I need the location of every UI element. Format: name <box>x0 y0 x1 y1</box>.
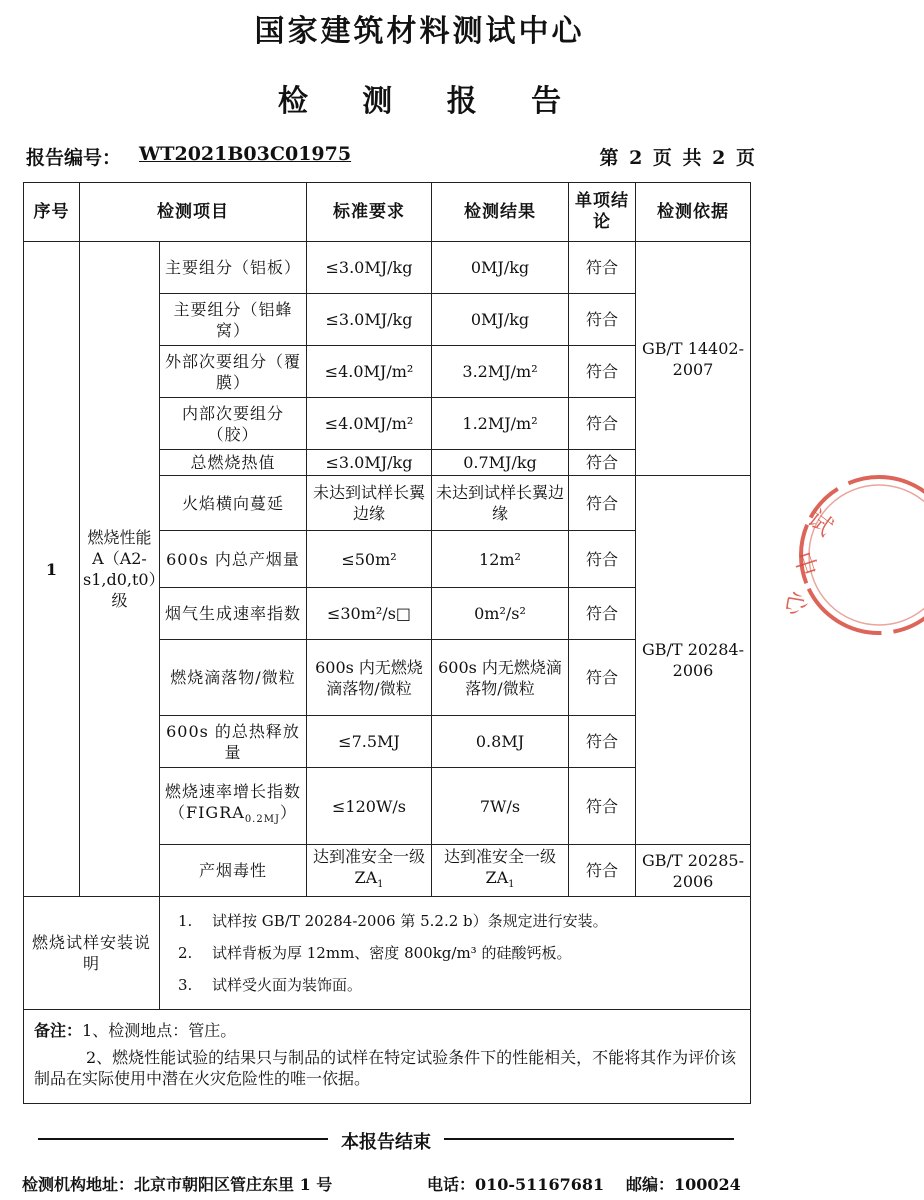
result-cell: 12m² <box>432 531 569 588</box>
result-cell: 7W/s <box>432 768 569 845</box>
result-cell: 3.2MJ/m² <box>432 346 569 398</box>
header-result: 检测结果 <box>432 183 569 242</box>
page-info: 第 2 页 共 2 页 <box>599 147 757 169</box>
item-text: 燃烧速率增长指数 <box>164 782 301 802</box>
official-seal-stamp <box>779 460 924 650</box>
item-cell: 火焰横向蔓延 <box>160 476 307 531</box>
item-cell: 外部次要组分（覆膜） <box>160 346 307 398</box>
item-cell: 600s 的总热释放量 <box>160 716 307 768</box>
result-cell: 0m²/s² <box>432 588 569 640</box>
item-close: ） <box>279 803 297 823</box>
requirement-cell <box>307 845 432 897</box>
footer-postcode: 邮编：100024 <box>626 1175 741 1194</box>
result-text: 达到准安全一级 ZA <box>443 846 556 887</box>
note-cell <box>24 1010 751 1104</box>
conclusion-cell: 符合 <box>569 398 636 450</box>
requirement-cell: ≤30m²/s□ <box>307 588 432 640</box>
method-label: 燃烧试样安装说明 <box>24 897 160 1010</box>
end-of-report-line <box>38 1128 734 1152</box>
requirement-cell: 未达到试样长翼边缘 <box>307 476 432 531</box>
item-sub: （FIGRA <box>169 803 245 823</box>
item-subscript: 0.2MJ <box>244 814 280 826</box>
requirement-text: 达到准安全一级 ZA <box>312 846 425 887</box>
report-number-label: 报告编号： <box>26 147 122 169</box>
conclusion-cell: 符合 <box>569 716 636 768</box>
result-cell: 600s 内无燃烧滴落物/微粒 <box>432 640 569 716</box>
header-item: 检测项目 <box>80 183 307 242</box>
category-cell: 燃烧性能A（A2-s1,d0,t0）级 <box>80 242 160 897</box>
method-number: 1. <box>178 912 193 930</box>
header-basis: 检测依据 <box>636 183 751 242</box>
requirement-cell: ≤3.0MJ/kg <box>307 242 432 294</box>
result-cell: 0MJ/kg <box>432 242 569 294</box>
report-title: 检 测 报 告 <box>277 84 584 119</box>
method-item <box>178 969 736 1001</box>
conclusion-cell: 符合 <box>569 588 636 640</box>
note-text-1: 1、检测地点：管庄。 <box>82 1021 237 1040</box>
footer-address: 检测机构地址：北京市朝阳区管庄东里 1 号 <box>22 1175 333 1194</box>
conclusion-cell: 符合 <box>569 768 636 845</box>
conclusion-cell: 符合 <box>569 531 636 588</box>
basis-cell: GB/T 20284-2006 <box>636 476 751 845</box>
conclusion-cell: 符合 <box>569 294 636 346</box>
method-number: 2. <box>178 944 193 962</box>
method-list <box>160 897 751 1010</box>
requirement-cell: ≤50m² <box>307 531 432 588</box>
basis-cell: GB/T 20285-2006 <box>636 845 751 897</box>
conclusion-cell: 符合 <box>569 346 636 398</box>
requirement-cell: ≤120W/s <box>307 768 432 845</box>
conclusion-cell: 符合 <box>569 845 636 897</box>
item-cell <box>160 768 307 845</box>
conclusion-cell: 符合 <box>569 242 636 294</box>
svg-text:试: 试 <box>802 504 839 542</box>
conclusion-cell: 符合 <box>569 640 636 716</box>
result-cell: 1.2MJ/m² <box>432 398 569 450</box>
result-cell: 未达到试样长翼边缘 <box>432 476 569 531</box>
result-cell: 0.7MJ/kg <box>432 450 569 476</box>
requirement-subscript: 1 <box>377 879 384 891</box>
note-label: 备注： <box>34 1021 83 1040</box>
item-cell: 总燃烧热值 <box>160 450 307 476</box>
result-cell: 0MJ/kg <box>432 294 569 346</box>
conclusion-cell: 符合 <box>569 476 636 531</box>
requirement-cell: ≤3.0MJ/kg <box>307 294 432 346</box>
method-item <box>178 937 736 969</box>
header-conclusion: 单项结论 <box>569 183 636 242</box>
item-cell: 燃烧滴落物/微粒 <box>160 640 307 716</box>
item-cell: 烟气生成速率指数 <box>160 588 307 640</box>
svg-text:心: 心 <box>779 588 812 618</box>
svg-text:中: 中 <box>788 548 823 580</box>
requirement-cell: ≤3.0MJ/kg <box>307 450 432 476</box>
org-title: 国家建筑材料测试中心 <box>254 14 585 49</box>
table-row <box>24 242 751 294</box>
result-cell: 0.8MJ <box>432 716 569 768</box>
method-text: 试样受火面为装饰面。 <box>212 976 363 994</box>
report-meta <box>26 143 757 167</box>
end-of-report-text: 本报告结束 <box>38 1128 734 1154</box>
result-subscript: 1 <box>508 879 515 891</box>
method-row <box>24 897 751 1010</box>
method-number: 3. <box>178 976 193 994</box>
method-text: 试样按 GB/T 20284-2006 第 5.2.2 b）条规定进行安装。 <box>212 912 608 930</box>
conclusion-cell: 符合 <box>569 450 636 476</box>
basis-cell: GB/T 14402-2007 <box>636 242 751 476</box>
requirement-cell: 600s 内无燃烧滴落物/微粒 <box>307 640 432 716</box>
item-cell: 内部次要组分（胶） <box>160 398 307 450</box>
method-text: 试样背板为厚 12mm、密度 800kg/m³ 的硅酸钙板。 <box>212 944 572 962</box>
note-line-2: 2、燃烧性能试验的结果只与制品的试样在特定试验条件下的性能相关，不能将其作为评价该制品在实际使用中潜在火灾危险性的唯一依据。 <box>34 1048 737 1088</box>
note-row <box>24 1010 751 1104</box>
requirement-cell: ≤7.5MJ <box>307 716 432 768</box>
report-number: WT2021B03C01975 <box>139 143 352 165</box>
footer-phone: 电话：010-51167681 <box>427 1175 605 1194</box>
header-requirement: 标准要求 <box>307 183 432 242</box>
requirement-cell: ≤4.0MJ/m² <box>307 346 432 398</box>
requirement-cell: ≤4.0MJ/m² <box>307 398 432 450</box>
note-line-1 <box>34 1020 740 1041</box>
footer <box>22 1172 832 1194</box>
item-cell: 主要组分（铝蜂窝） <box>160 294 307 346</box>
method-item <box>178 905 736 937</box>
sequence-number: 1 <box>24 242 80 897</box>
item-cell: 产烟毒性 <box>160 845 307 897</box>
test-results-table <box>23 182 751 1104</box>
item-cell: 600s 内总产烟量 <box>160 531 307 588</box>
header-seq: 序号 <box>24 183 80 242</box>
item-cell: 主要组分（铝板） <box>160 242 307 294</box>
result-cell <box>432 845 569 897</box>
table-header-row <box>24 183 751 242</box>
